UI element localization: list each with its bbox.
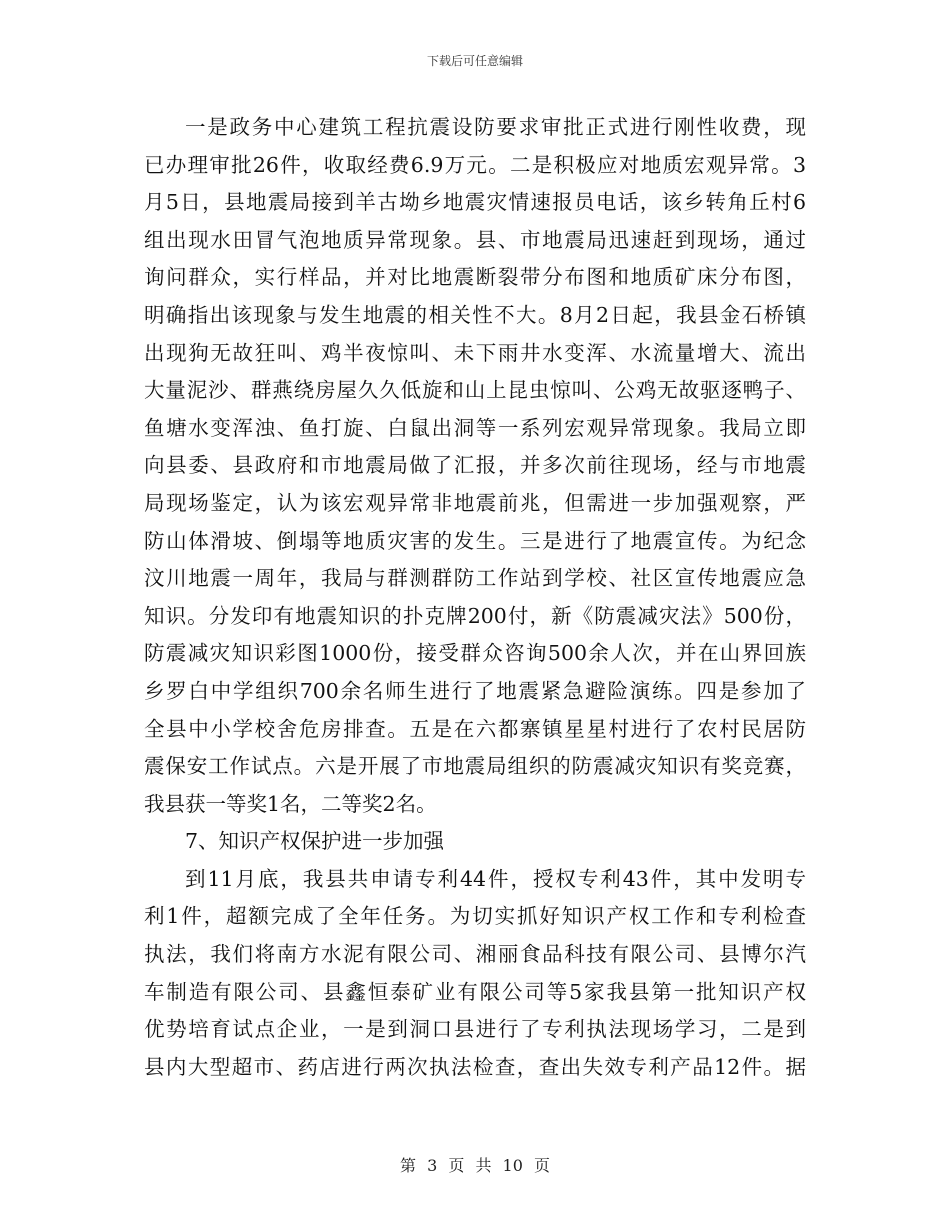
body-line: 组出现水田冒气泡地质异常现象。县、市地震局迅速赶到现场，通过 [144, 227, 806, 252]
body-line: 我县获一等奖1名，二等奖2名。 [144, 791, 437, 816]
body-line: 汶川地震一周年，我局与群测群防工作站到学校、社区宣传地震应急 [144, 566, 806, 591]
body-line: 询问群众，实行样品，并对比地震断裂带分布图和地质矿床分布图， [144, 265, 806, 290]
body-line: 执法，我们将南方水泥有限公司、湘丽食品科技有限公司、县博尔汽 [144, 942, 806, 967]
body-line: 震保安工作试点。六是开展了市地震局组织的防震减灾知识有奖竞赛， [144, 754, 806, 779]
page-footer: 第 3 页 共 10 页 [400, 1156, 550, 1175]
body-line: 车制造有限公司、县鑫恒泰矿业有限公司等5家我县第一批知识产权 [144, 979, 806, 1004]
body-line: 鱼塘水变浑浊、鱼打旋、白鼠出洞等一系列宏观异常现象。我局立即 [144, 415, 806, 440]
body-line: 出现狗无故狂叫、鸡半夜惊叫、未下雨井水变浑、水流量增大、流出 [144, 340, 806, 365]
body-line: 防震减灾知识彩图1000份，接受群众咨询500余人次，并在山界回族 [144, 641, 806, 666]
body-line: 月5日，县地震局接到羊古坳乡地震灾情速报员电话，该乡转角丘村6 [144, 190, 806, 215]
page-header: 下载后可任意编辑 [426, 54, 523, 68]
body-line: 利1件，超额完成了全年任务。为切实抓好知识产权工作和专利检查 [144, 904, 806, 929]
body-line: 知识。分发印有地震知识的扑克牌200付，新《防震减灾法》500份， [144, 603, 806, 628]
body-line: 局现场鉴定，认为该宏观异常非地震前兆，但需进一步加强观察，严 [144, 490, 806, 515]
body-line: 乡罗白中学组织700余名师生进行了地震紧急避险演练。四是参加了 [144, 678, 806, 703]
section-heading: 7、知识产权保护进一步加强 [185, 829, 445, 854]
body-line: 一是政务中心建筑工程抗震设防要求审批正式进行刚性收费，现 [185, 115, 806, 139]
body-line: 大量泥沙、群燕绕房屋久久低旋和山上昆虫惊叫、公鸡无故驱逐鸭子、 [144, 378, 806, 403]
body-line: 已办理审批26件，收取经费6.9万元。二是积极应对地质宏观异常。3 [144, 152, 806, 177]
body-line: 全县中小学校舍危房排查。五是在六都寨镇星星村进行了农村民居防 [144, 716, 806, 741]
body-line: 向县委、县政府和市地震局做了汇报，并多次前往现场，经与市地震 [144, 453, 806, 478]
body-line: 县内大型超市、药店进行两次执法检查，查出失效专利产品12件。据 [144, 1054, 806, 1079]
body-line: 优势培育试点企业，一是到洞口县进行了专利执法现场学习，二是到 [144, 1017, 806, 1042]
body-line: 防山体滑坡、倒塌等地质灾害的发生。三是进行了地震宣传。为纪念 [144, 528, 806, 553]
body-line: 明确指出该现象与发生地震的相关性不大。8月2日起，我县金石桥镇 [144, 302, 806, 327]
body-line: 到11月底，我县共申请专利44件，授权专利43件，其中发明专 [185, 866, 806, 891]
document-body [144, 109, 806, 1086]
